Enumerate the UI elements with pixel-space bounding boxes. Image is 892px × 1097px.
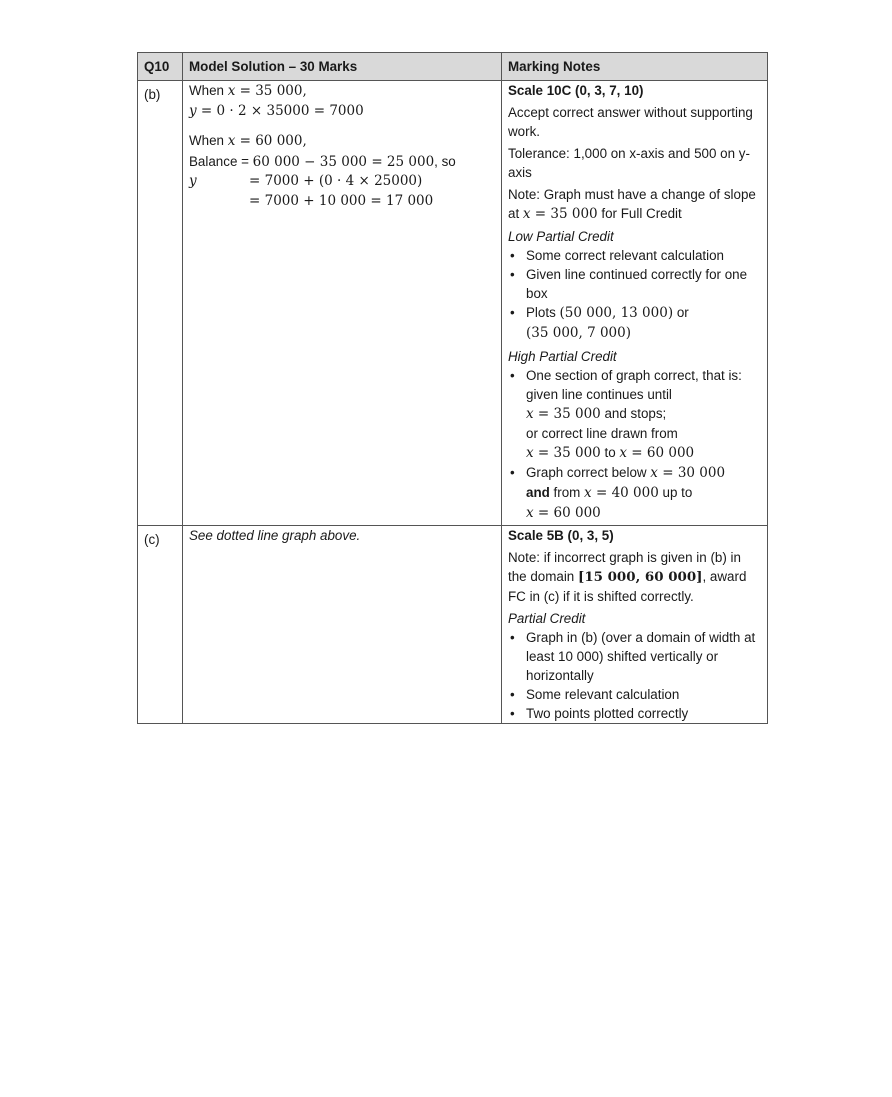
text: Balance = (189, 153, 253, 169)
math-expr: = 60 000, (235, 133, 307, 149)
text: When (189, 83, 228, 98)
math-var: x (227, 83, 236, 99)
domain-note: Note: if incorrect graph is given in (b) in the domain [15 000, 60 000], award FC in (c) if it is shifted correctly. (508, 550, 747, 604)
solution-c-text: See dotted line graph above. (189, 528, 361, 543)
text: When (189, 133, 228, 148)
partial-credit-title: Partial Credit (508, 611, 586, 626)
list-item: • Graph in (b) (over a domain of width at least 10 000) shifted vertically or horizontally (526, 628, 761, 685)
table-row-b (138, 81, 768, 526)
notes-b (502, 81, 768, 526)
table-header-row (138, 53, 768, 81)
math-var: y (189, 173, 197, 189)
high-partial-list (508, 366, 761, 523)
list-item: • Some correct relevant calculation (526, 246, 761, 265)
math-expr: = 0 · 2 × 35000 = 7000 (196, 102, 364, 119)
list-item: • Some relevant calculation (526, 685, 761, 704)
math-var: x (227, 133, 236, 149)
math-expr: 60 000 − 35 000 = 25 000 (252, 153, 435, 170)
row-label-c: (c) (138, 526, 183, 724)
notes-c (502, 526, 768, 724)
slope-note: Note: Graph must have a change of slope at x = 35 000 for Full Credit (508, 187, 756, 222)
scale-b: Scale 10C (0, 3, 7, 10) (508, 83, 644, 98)
table-row-c (138, 526, 768, 724)
low-partial-title: Low Partial Credit (508, 229, 614, 244)
solution-b-line-5 (189, 172, 495, 192)
text: , so (434, 153, 456, 169)
tolerance-note: Tolerance: 1,000 on x-axis and 500 on y-axis (508, 146, 750, 180)
math-var: y (189, 102, 197, 119)
high-partial-title: High Partial Credit (508, 349, 617, 364)
solution-b-line-1 (189, 81, 495, 102)
partial-credit-list (508, 628, 761, 723)
list-item: • Graph correct below x = 30 000 and from x = 40 000 up to x = 60 000 (526, 463, 761, 523)
header-marking-notes: Marking Notes (502, 53, 768, 81)
solution-b-line-6 (189, 192, 495, 212)
list-item: • Two points plotted correctly (526, 704, 761, 723)
accept-note: Accept correct answer without supporting work. (508, 105, 753, 139)
math-expr: = 7000 + 10 000 = 17 000 (249, 192, 434, 209)
header-question: Q10 (138, 53, 183, 81)
solution-c (183, 526, 502, 724)
marking-scheme-page (137, 52, 767, 724)
math-expr: = 35 000, (235, 83, 307, 99)
solution-b-line-2 (189, 102, 495, 122)
low-partial-list (508, 246, 761, 343)
scale-c: Scale 5B (0, 3, 5) (508, 528, 614, 543)
math-expr: = 7000 + (0 · 4 × 25000) (249, 173, 423, 189)
solution-b (183, 81, 502, 526)
list-item: • Plots (50 000, 13 000) or (35 000, 7 000) (526, 303, 761, 343)
marking-scheme-table (137, 52, 768, 724)
list-item: • One section of graph correct, that is: given line continues until x = 35 000 and stops; or correct line drawn from x = 35 000 to x = 60 000 (526, 366, 761, 463)
solution-b-line-4 (189, 152, 495, 173)
solution-b-line-3 (189, 131, 495, 152)
header-model-solution: Model Solution – 30 Marks (183, 53, 502, 81)
row-label-b: (b) (138, 81, 183, 526)
list-item: • Given line continued correctly for one box (526, 265, 761, 303)
